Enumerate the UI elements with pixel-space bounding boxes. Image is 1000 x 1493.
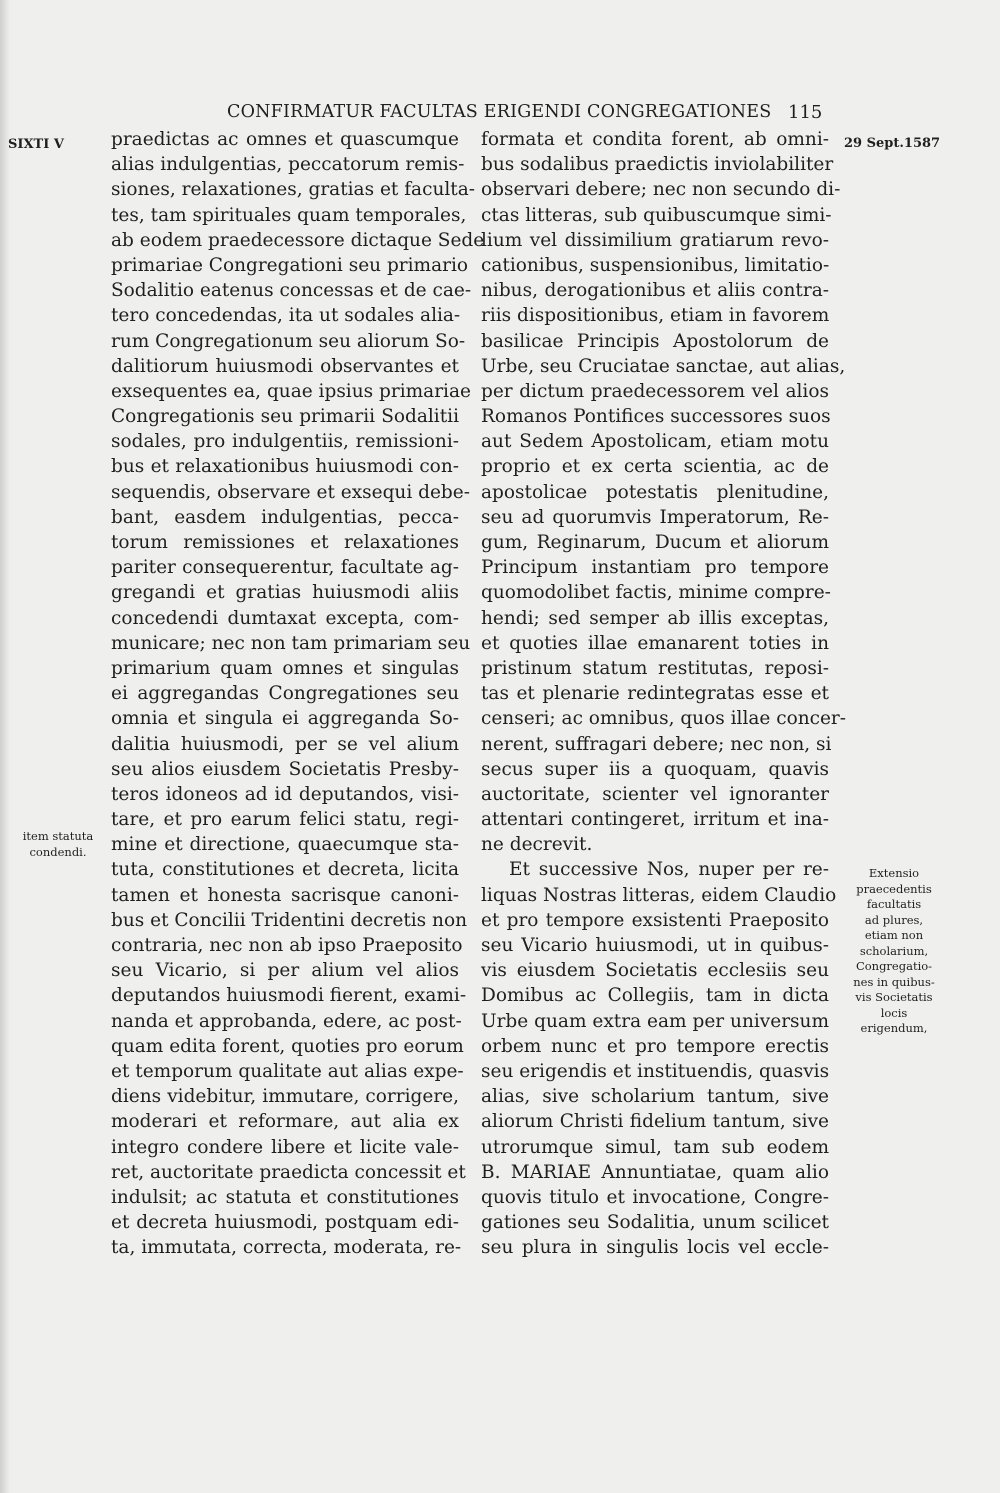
text-line: tero concedendas, ita ut sodales alia- — [111, 305, 461, 327]
text-line: ab eodem praedecessore dictaque Sede — [111, 229, 485, 251]
text-line: ei aggregandas Congregationes seu — [111, 683, 459, 705]
page-number: 115 — [788, 102, 823, 123]
text-line: concedendi dumtaxat excepta, com- — [111, 607, 459, 629]
text-line: seu ad quorumvis Imperatorum, Re- — [481, 506, 829, 528]
margin-note-line: nes in quibus- — [853, 974, 935, 989]
text-line: Congregationis seu primarii Sodalitii — [111, 406, 459, 428]
margin-note-line: scholarium, — [859, 943, 929, 958]
text-line: indulsit; ac statuta et constitutiones — [111, 1186, 459, 1208]
text-line: auctoritate, scienter vel ignoranter — [481, 783, 829, 805]
margin-date: 29 Sept.1587 — [844, 136, 941, 151]
text-line: censeri; ac omnibus, quos illae concer- — [481, 708, 847, 730]
text-line: bus et Concilii Tridentini decretis non — [111, 909, 468, 931]
text-line: Sodalitio eatenus concessas et de cae- — [111, 280, 472, 302]
text-line: cationibus, suspensionibus, limitatio- — [481, 254, 830, 276]
text-line: primariae Congregationi seu primario — [111, 254, 469, 276]
margin-note-line: erigendum, — [860, 1021, 928, 1035]
text-line: omnia et singula ei aggreganda So- — [111, 708, 459, 730]
text-line: seu Vicario, si per alium vel alios — [111, 960, 459, 982]
right-text-column — [481, 127, 847, 1260]
margin-note-line: praecedentis — [856, 881, 932, 896]
text-line: B. MARIAE Annuntiatae, quam alio — [481, 1161, 829, 1183]
text-line: et pro tempore exsistenti Praeposito — [481, 909, 829, 931]
margin-note-line: locis — [880, 1005, 908, 1020]
text-line: riis dispositionibus, etiam in favorem — [481, 305, 830, 327]
text-line: alias, sive scholarium tantum, sive — [481, 1086, 829, 1108]
text-line: mine et directione, quaecumque sta- — [111, 834, 459, 856]
margin-note-line: facultatis — [866, 897, 922, 911]
left-text-column — [111, 127, 485, 1260]
running-title: CONFIRMATUR FACULTAS ERIGENDI CONGREGATIONES — [227, 102, 772, 122]
text-line: Urbe quam extra eam per universum — [481, 1010, 829, 1032]
text-line: quovis titulo et invocatione, Congre- — [481, 1186, 829, 1208]
text-line: ret, auctoritate praedicta concessit et — [111, 1161, 466, 1183]
text-line: nibus, derogationibus et aliis contra- — [481, 280, 829, 302]
text-line: liquas Nostras litteras, eidem Claudio — [481, 884, 837, 906]
text-line: proprio et ex certa scientia, ac de — [481, 456, 829, 478]
text-line: lium vel dissimilium gratiarum revo- — [481, 229, 829, 251]
margin-note-line: item statuta — [22, 829, 94, 843]
text-line: ne decrevit. — [481, 834, 593, 856]
text-line: rum Congregationum seu aliorum So- — [111, 330, 466, 352]
margin-note-line: Extensio — [868, 866, 920, 880]
text-line: tuta, constitutiones et decreta, licita — [111, 859, 459, 881]
text-line: aliorum Christi fidelium tantum, sive — [481, 1111, 829, 1133]
text-line: formata et condita forent, ab omni- — [481, 129, 829, 150]
text-line: Principum instantiam pro tempore — [481, 557, 829, 579]
text-line: et quoties illae emanarent toties in — [481, 632, 829, 654]
text-line: seu plura in singulis locis vel eccle- — [481, 1237, 829, 1259]
text-line: nerent, suffragari debere; nec non, si — [481, 733, 832, 755]
text-line: tare, et pro earum felici statu, regi- — [111, 809, 459, 831]
text-line: bus et relaxationibus huiusmodi con- — [111, 456, 459, 478]
text-line: ta, immutata, correcta, moderata, re- — [111, 1237, 462, 1259]
text-line: pristinum statum restitutas, reposi- — [481, 657, 829, 679]
text-line: utrorumque simul, tam sub eodem — [481, 1136, 829, 1158]
text-line: torum remissiones et relaxationes — [111, 532, 459, 553]
text-line: praedictas ac omnes et quascumque — [111, 129, 459, 150]
text-line: quam edita forent, quoties pro eorum — [111, 1035, 464, 1057]
margin-note-line: ad plures, — [864, 912, 924, 927]
text-line: exsequentes ea, quae ipsius primariae — [111, 380, 471, 402]
text-line: attentari contingeret, irritum et ina- — [481, 809, 829, 831]
text-line: sodales, pro indulgentiis, remissioni- — [111, 431, 459, 453]
page-gutter-shadow — [0, 0, 10, 1493]
text-line: apostolicae potestatis plenitudine, — [481, 481, 829, 503]
text-line: Urbe, seu Cruciatae sanctae, aut alias, — [481, 355, 846, 377]
text-line: diens videbitur, immutare, corrigere, — [111, 1086, 459, 1108]
text-line: bus sodalibus praedictis inviolabiliter — [481, 154, 834, 176]
text-line: tes, tam spirituales quam temporales, — [111, 204, 467, 226]
text-line: et temporum qualitate aut alias expe- — [111, 1060, 464, 1082]
text-line: sequendis, observare et exsequi debe- — [111, 481, 470, 503]
text-line: dalitia huiusmodi, per se vel alium — [111, 733, 459, 755]
text-line: orbem nunc et pro tempore erectis — [481, 1035, 829, 1057]
text-line: aut Sedem Apostolicam, etiam motu — [481, 431, 829, 453]
text-line: siones, relaxationes, gratias et faculta- — [111, 179, 475, 201]
text-line: integro condere libere et licite vale- — [111, 1136, 459, 1158]
text-line: seu Vicario huiusmodi, ut in quibus- — [481, 935, 829, 956]
text-line: secus super iis a quoquam, quavis — [481, 758, 829, 780]
margin-note-line: vis Societatis — [855, 990, 933, 1004]
margin-note-line: condendi. — [29, 844, 87, 859]
text-line: et decreta huiusmodi, postquam edi- — [111, 1212, 459, 1234]
margin-note-left — [10, 829, 106, 860]
text-line: dalitiorum huiusmodi observantes et — [111, 355, 459, 377]
text-line: Et successive Nos, nuper per re- — [509, 859, 829, 881]
text-line: teros idoneos ad id deputandos, visi- — [111, 783, 459, 805]
text-line: vis eiusdem Societatis ecclesiis seu — [481, 960, 829, 982]
text-line: hendi; sed semper ab illis exceptas, — [481, 607, 829, 629]
text-line: nanda et approbanda, edere, ac post- — [111, 1010, 462, 1032]
text-line: basilicae Principis Apostolorum de — [481, 330, 829, 352]
text-line: seu erigendis et instituendis, quasvis — [481, 1060, 830, 1082]
text-line: deputandos huiusmodi fierent, exami- — [111, 985, 467, 1007]
margin-note-line: Congregatio- — [855, 959, 933, 973]
text-line: municare; nec non tam primariam seu — [111, 632, 471, 654]
text-line: primarium quam omnes et singulas — [111, 657, 459, 679]
text-line: contraria, nec non ab ipso Praeposito — [111, 935, 463, 956]
text-line: moderari et reformare, aut alia ex — [111, 1111, 459, 1133]
text-line: tamen et honesta sacrisque canoni- — [111, 884, 459, 906]
text-line: pariter consequerentur, facultate ag- — [111, 557, 459, 579]
text-line: Domibus ac Collegiis, tam in dicta — [481, 985, 829, 1007]
text-line: gregandi et gratias huiusmodi aliis — [111, 582, 459, 604]
text-line: bant, easdem indulgentias, pecca- — [111, 506, 459, 528]
margin-note-line: etiam non — [864, 928, 924, 942]
text-line: ctas litteras, sub quibuscumque simi- — [481, 204, 832, 226]
text-line: quomodolibet factis, minime compre- — [481, 582, 831, 604]
text-line: Romanos Pontifices successores suos — [481, 406, 831, 428]
margin-author: SIXTI V — [8, 137, 64, 152]
text-line: tas et plenarie redintegratas esse et — [481, 683, 829, 705]
text-line: gationes seu Sodalitia, unum scilicet — [481, 1212, 829, 1234]
text-line: alias indulgentias, peccatorum remis- — [111, 154, 465, 176]
text-line: gum, Reginarum, Ducum et aliorum — [481, 532, 829, 553]
margin-note-right — [840, 866, 948, 1037]
text-line: observari debere; nec non secundo di- — [481, 179, 841, 201]
text-line: per dictum praedecessorem vel alios — [481, 380, 829, 402]
text-line: seu alios eiusdem Societatis Presby- — [111, 758, 459, 780]
